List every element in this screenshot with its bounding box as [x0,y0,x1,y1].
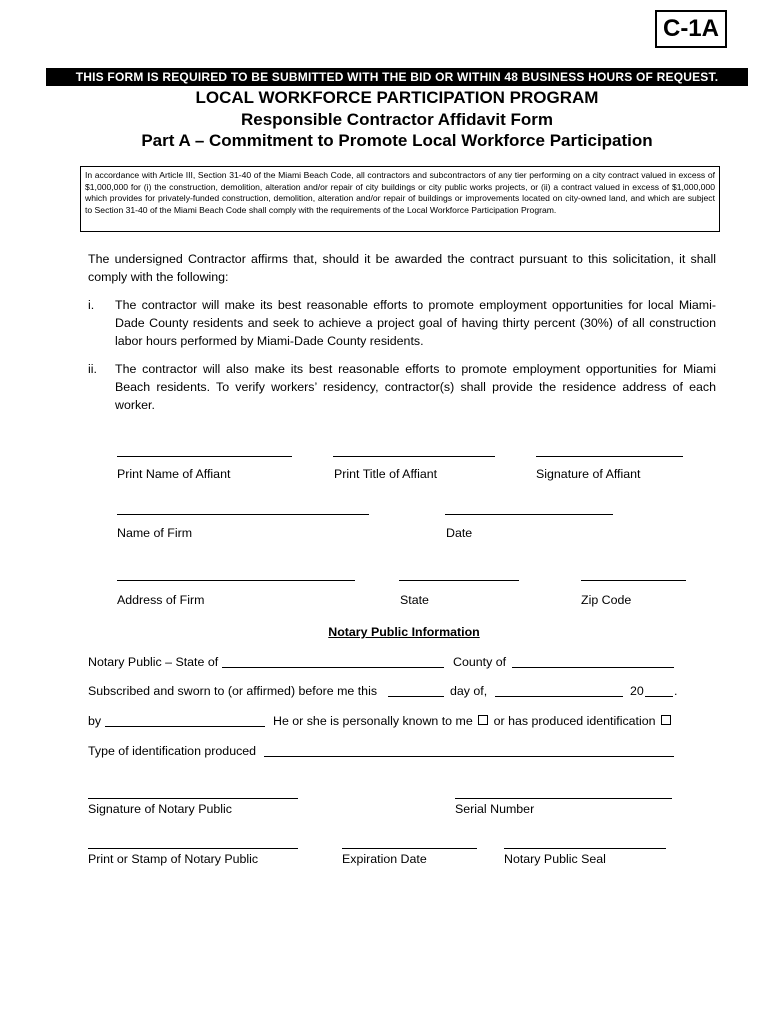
firm-name-label: Name of Firm [117,526,193,540]
notary-signature-line[interactable] [88,798,298,799]
print-name-line[interactable] [117,456,292,457]
sworn-month-line[interactable] [495,696,623,697]
year-line[interactable] [645,696,673,697]
submission-banner: THIS FORM IS REQUIRED TO BE SUBMITTED WITH THE BID OR WITHIN 48 BUSINESS HOURS OF REQUEST. [46,68,748,86]
item-marker: i. [88,298,95,312]
item-marker: ii. [88,362,97,376]
expiration-date-line[interactable] [342,848,477,849]
item-text: The contractor will also make its best reasonable efforts to promote employment opportunities for Miami Beach residents. To verify workers’ residency, contractor(s) shall provide the residence address of each worker. [115,362,716,412]
intro-paragraph: In accordance with Article III, Section 31-40 of the Miami Beach Code, all contractors and subcontractors of any tier performing on a city contract valued in excess of $1,000,000 for (i) the construction, demolition, alteration and/or repair of city buildings or city public works projects, or (ii) a contract valued in excess of $1,000,000 which provides for privately-funded construction, demolition, alteration and/or repair of buildings or improvements located on city-owned land, and which are subject to Section 31-40 of the Miami Beach Code shall comply with the requirements of the Local Workforce Participation Program. [80,166,720,232]
id-type-label: Type of identification produced [88,744,257,758]
notary-seal-label: Notary Public Seal [504,852,606,866]
firm-address-line[interactable] [117,580,355,581]
zip-line[interactable] [581,580,686,581]
year-suffix: . [674,684,678,698]
date-line[interactable] [445,514,613,515]
affirmation-text: The undersigned Contractor affirms that, should it be awarded the contract pursuant to this solicitation, it shall comply with the following: [88,252,716,284]
notary-stamp-line[interactable] [88,848,298,849]
id-type-line[interactable] [264,756,674,757]
state-line[interactable] [399,580,519,581]
firm-address-label: Address of Firm [117,593,205,607]
day-of-label: day of, [450,684,488,698]
sworn-label: Subscribed and sworn to (or affirmed) before me this [88,684,378,698]
form-code-box: C-1A [655,10,727,48]
form-title: Responsible Contractor Affidavit Form [240,110,553,129]
serial-number-label: Serial Number [455,802,535,816]
program-title: LOCAL WORKFORCE PARTICIPATION PROGRAM [195,88,599,107]
print-name-label: Print Name of Affiant [117,467,231,481]
serial-number-line[interactable] [455,798,672,799]
date-label: Date [446,526,473,540]
affiant-signature-label: Signature of Affiant [536,467,641,481]
part-title: Part A – Commitment to Promote Local Workforce Participation [141,131,653,150]
notary-state-label: Notary Public – State of [88,655,219,669]
item-text: The contractor will make its best reasonable efforts to promote employment opportunities for local Miami-Dade County residents and seek to achieve a project goal of having thirty percent (30%) of all construction labor hours performed by Miami-Dade County residents. [115,298,716,348]
notary-heading: Notary Public Information [328,625,480,639]
state-label: State [400,593,429,607]
by-line[interactable] [105,726,265,727]
year-prefix: 20 [630,684,644,698]
affiant-signature-line[interactable] [536,456,683,457]
print-title-label: Print Title of Affiant [334,467,438,481]
notary-state-line[interactable] [222,667,444,668]
personally-known-label: He or she is personally known to me [273,714,473,728]
sworn-day-line[interactable] [388,696,444,697]
notary-county-label: County of [453,655,507,669]
produced-id-label: or has produced identification [493,714,656,728]
firm-name-line[interactable] [117,514,369,515]
notary-county-line[interactable] [512,667,674,668]
zip-label: Zip Code [581,593,632,607]
notary-stamp-label: Print or Stamp of Notary Public [88,852,259,866]
identity-statement [273,714,673,728]
notary-signature-label: Signature of Notary Public [88,802,232,816]
produced-id-checkbox[interactable] [661,715,671,725]
notary-seal-line[interactable] [504,848,666,849]
print-title-line[interactable] [333,456,495,457]
personally-known-checkbox[interactable] [478,715,488,725]
by-label: by [88,714,102,728]
expiration-date-label: Expiration Date [342,852,427,866]
